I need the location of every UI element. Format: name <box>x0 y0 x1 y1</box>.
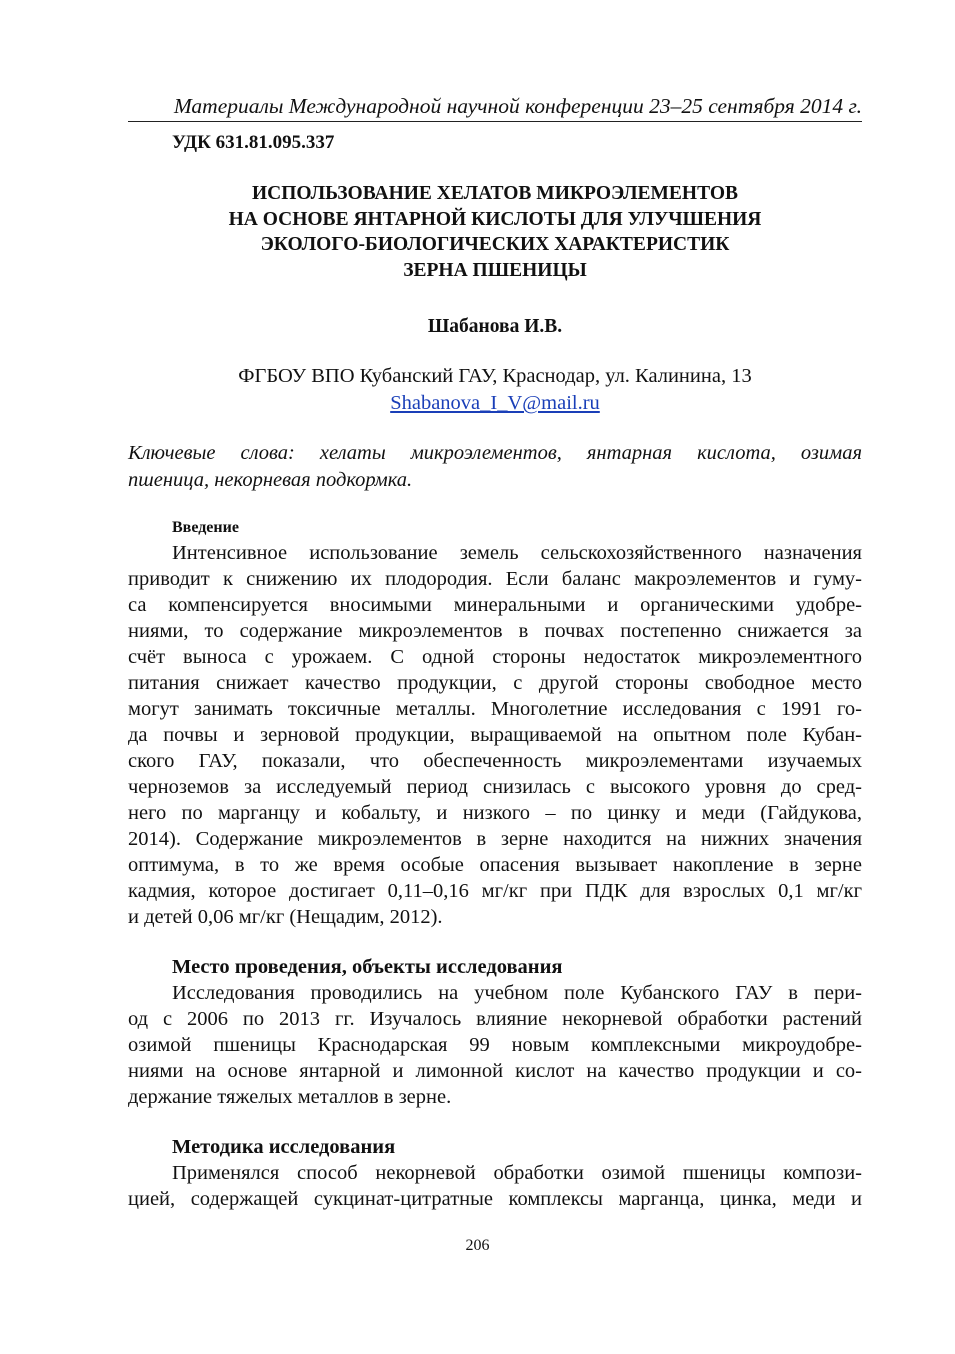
title-line: ЗЕРНА ПШЕНИЦЫ <box>403 259 587 281</box>
text-line: и детей 0,06 мг/кг (Нещадим, 2012). <box>128 906 443 928</box>
text-line: питания снижает качество продукции, с другой стороны свободное место <box>128 672 862 694</box>
text-line: кадмия, которое достигает 0,11–0,16 мг/кг при ПДК для взрослых 0,1 мг/кг <box>128 880 862 902</box>
keywords-line: Ключевые слова: хелаты микроэлементов, янтарная кислота, озимая <box>128 442 862 464</box>
text-line: могут занимать токсичные металлы. Многолетние исследования с 1991 го- <box>128 698 862 720</box>
text-line: ниями на основе янтарной и лимонной кислот на качество продукции и со- <box>128 1060 862 1082</box>
author-name: Шабанова И.В. <box>427 316 563 337</box>
affiliation <box>128 363 862 417</box>
method-paragraph <box>128 1160 862 1212</box>
institution: ФГБОУ ВПО Кубанский ГАУ, Краснодар, ул. Калинина, 13 <box>238 365 752 387</box>
text-line: него по марганцу и кобальту, и низкого – по цинку и меди (Гайдукова, <box>128 802 862 824</box>
text-line: цией, содержащей сукцинат-цитратные комплексы марганца, цинка, меди и <box>128 1188 862 1210</box>
text-line: ского ГАУ, показали, что обеспеченность микроэлементами изучаемых <box>128 750 862 772</box>
text-line: приводит к снижению их плодородия. Если баланс макроэлементов и гуму- <box>128 568 862 590</box>
section-heading-intro: Введение <box>172 519 239 536</box>
text-line: 2014). Содержание микроэлементов в зерне находится на нижних значения <box>128 828 862 850</box>
keywords <box>128 440 862 494</box>
title-line: ЭКОЛОГО-БИОЛОГИЧЕСКИХ ХАРАКТЕРИСТИК <box>260 234 730 255</box>
intro-paragraph <box>128 540 862 930</box>
title-line: ИСПОЛЬЗОВАНИЕ ХЕЛАТОВ МИКРОЭЛЕМЕНТОВ <box>251 183 739 204</box>
text-line: оптимума, в то же время особые опасения вызывает накопление в зерне <box>128 854 862 876</box>
text-line: са компенсируется вносимыми минеральными и органическими удобре- <box>128 594 862 616</box>
udk-code: УДК 631.81.095.337 <box>172 132 335 153</box>
text-line: од с 2006 по 2013 гг. Изучалось влияние некорневой обработки растений <box>128 1008 862 1030</box>
text-line: да почвы и зерновой продукции, выращиваемой на опытном поле Кубан- <box>128 724 862 746</box>
text-line: счёт выноса с урожаем. С одной стороны недостаток микроэлементного <box>128 646 862 668</box>
page-number: 206 <box>465 1237 490 1254</box>
section-heading-place: Место проведения, объекты исследования <box>172 956 563 978</box>
section-heading-method: Методика исследования <box>172 1136 396 1158</box>
paper-title <box>128 181 862 283</box>
text-line: Исследования проводились на учебном поле Кубанского ГАУ в пери- <box>172 982 862 1004</box>
running-header: Материалы Международной научной конференции 23–25 сентября 2014 г. <box>128 92 862 122</box>
email-link[interactable]: Shabanova_I_V@mail.ru <box>390 392 600 414</box>
text-line: Интенсивное использование земель сельскохозяйственного назначения <box>172 542 862 564</box>
text-line: ниями, то содержание микроэлементов в почвах постепенно снижается за <box>128 620 862 642</box>
text-line: Применялся способ некорневой обработки озимой пшеницы компози- <box>172 1162 862 1184</box>
text-line: черноземов за исследуемый период снизилась с высокого уровня до сред- <box>128 776 862 798</box>
place-paragraph <box>128 980 862 1110</box>
keywords-line: пшеница, некорневая подкормка. <box>128 469 413 491</box>
title-line: НА ОСНОВЕ ЯНТАРНОЙ КИСЛОТЫ ДЛЯ УЛУЧШЕНИЯ <box>228 208 762 230</box>
text-line: держание тяжелых металлов в зерне. <box>128 1086 452 1108</box>
text-line: озимой пшеницы Краснодарская 99 новым комплексными микроудобре- <box>128 1034 862 1056</box>
